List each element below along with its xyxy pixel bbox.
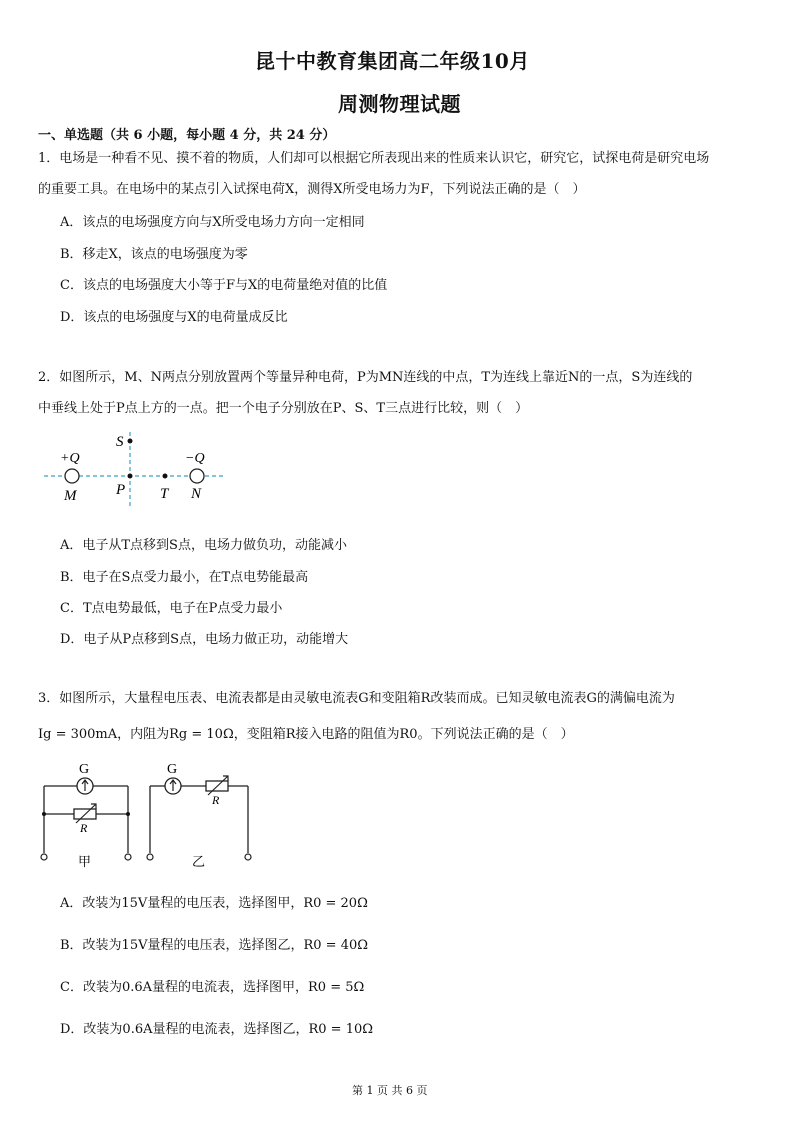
label-t: T [160, 486, 169, 502]
question-2-option-c: C．T点电势最低，电子在P点受力最小 [60, 601, 283, 616]
point-s-dot [128, 439, 133, 444]
page-title: 昆十中教育集团高二年级10月 [255, 49, 530, 73]
question-3-line-1: 3．如图所示，大量程电压表、电流表都是由灵敏电流表G和变阻箱R改装而成。已知灵敏电流表G的满偏电流为 [38, 691, 675, 706]
point-t-dot [163, 474, 168, 479]
point-p-dot [128, 474, 133, 479]
question-1-option-d: D．该点的电场强度与X的电荷量成反比 [60, 310, 288, 325]
question-2-line-1: 2．如图所示，M、N两点分别放置两个等量异种电荷，P为MN连线的中点，T为连线上靠近N的一点，S为连线的 [38, 370, 693, 385]
label-g-jia: G [79, 762, 90, 777]
terminal-icon [245, 854, 251, 860]
label-s: S [116, 434, 124, 450]
label-plus-q: +Q [60, 451, 80, 466]
label-p: P [116, 482, 126, 498]
page-subtitle: 周测物理试题 [338, 92, 461, 116]
charge-n-circle [190, 469, 204, 483]
circuit-jia [41, 762, 131, 869]
label-minus-q: −Q [185, 451, 205, 466]
question-2-option-d: D．电子从P点移到S点，电场力做正功，动能增大 [60, 632, 349, 647]
question-1-option-a: A．该点的电场强度方向与X所受电场力方向一定相同 [60, 215, 365, 230]
circuit-yi [147, 762, 251, 869]
label-m: M [64, 488, 77, 504]
question-3-option-d: D．改装为0.6A量程的电流表，选择图乙，R0 = 10Ω [60, 1022, 374, 1037]
label-g-yi: G [167, 762, 178, 777]
question-3-option-a: A．改装为15V量程的电压表，选择图甲，R0 = 20Ω [60, 896, 368, 911]
question-3-option-b: B．改装为15V量程的电压表，选择图乙，R0 = 40Ω [60, 938, 369, 953]
label-jia: 甲 [78, 854, 92, 869]
question-2-option-a: A．电子从T点移到S点，电场力做负功，动能减小 [60, 538, 347, 553]
label-r-yi: R [212, 793, 220, 807]
charge-m-circle [65, 469, 79, 483]
circuit-figure [36, 760, 266, 870]
question-2-option-b: B．电子在S点受力最小，在T点电势能最高 [60, 570, 309, 585]
page-footer: 第 1 页 共 6 页 [352, 1084, 428, 1097]
terminal-icon [147, 854, 153, 860]
question-2-line-2: 中垂线上处于P点上方的一点。把一个电子分别放在P、S、T三点进行比较，则（ ） [38, 401, 529, 416]
terminal-icon [125, 854, 131, 860]
label-n: N [191, 486, 202, 502]
charges-figure [40, 428, 230, 508]
terminal-icon [41, 854, 47, 860]
question-1-line-2: 的重要工具。在电场中的某点引入试探电荷X，测得X所受电场力为F，下列说法正确的是（ ） [38, 182, 586, 197]
question-3-option-c: C．改装为0.6A量程的电流表，选择图甲，R0 = 5Ω [60, 980, 365, 995]
question-1-option-b: B．移走X，该点的电场强度为零 [60, 247, 248, 262]
label-yi: 乙 [192, 854, 206, 869]
section-heading: 一、单选题（共 6 小题，每小题 4 分，共 24 分） [38, 128, 336, 143]
question-1-line-1: 1．电场是一种看不见、摸不着的物质，人们却可以根据它所表现出来的性质来认识它，研究它，试探电荷是研究电场 [38, 151, 710, 166]
question-1-option-c: C．该点的电场强度大小等于F与X的电荷量绝对值的比值 [60, 278, 388, 293]
question-3-line-2: Ig = 300mA，内阻为Rg = 10Ω，变阻箱R接入电路的阻值为R0。下列说法正确的是（ ） [38, 727, 574, 742]
label-r-jia: R [80, 821, 88, 835]
